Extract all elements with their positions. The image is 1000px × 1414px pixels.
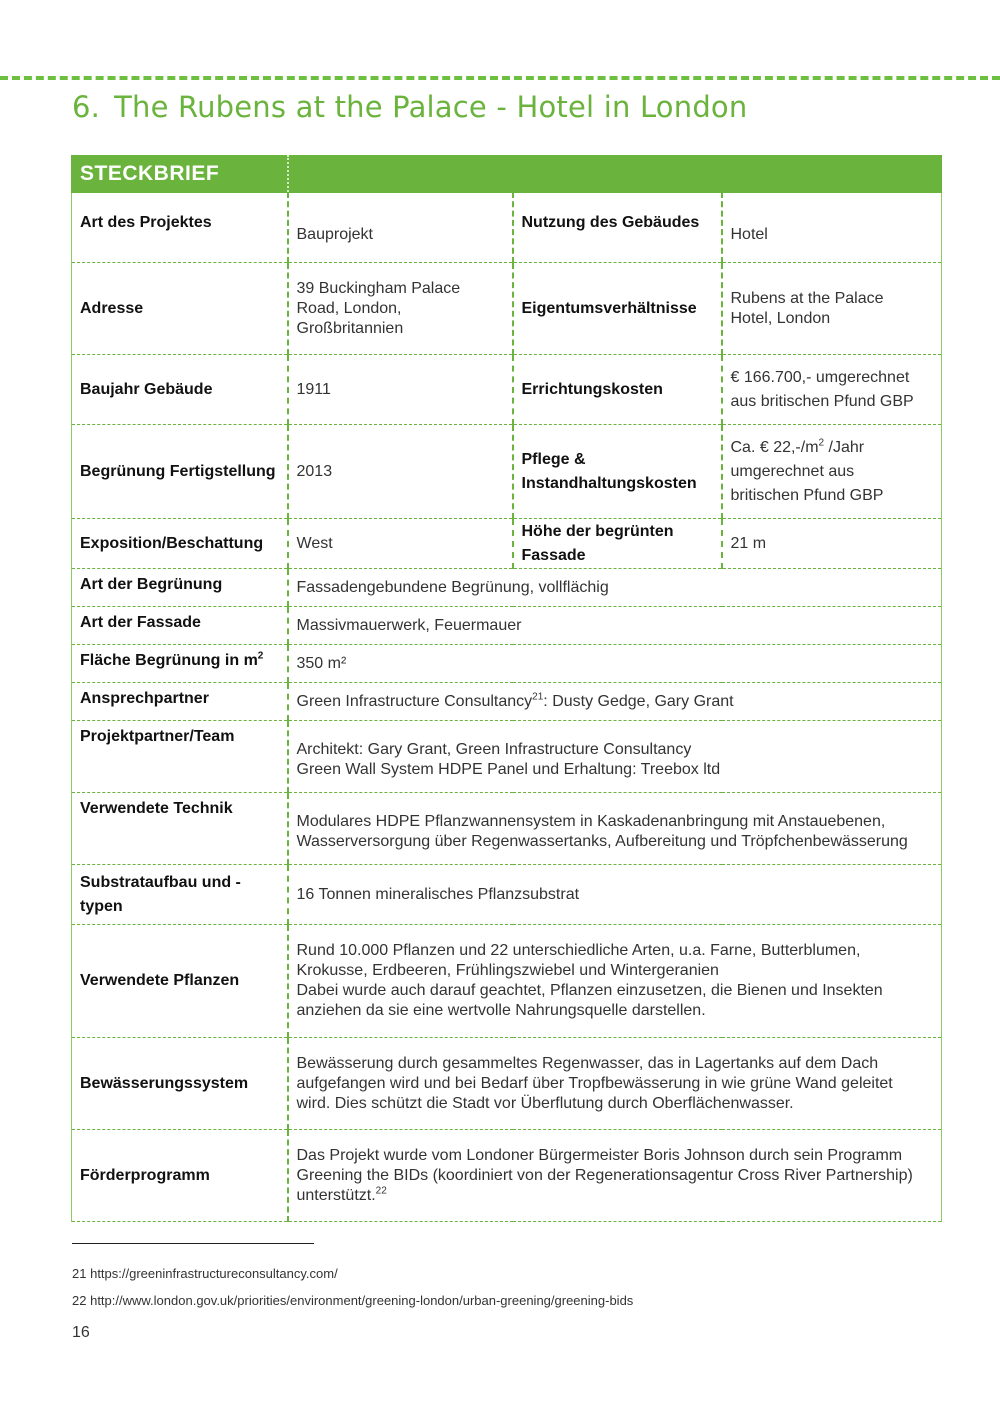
label-pflege: Pflege & Instandhaltungskosten bbox=[513, 425, 722, 519]
value-technik: Modulares HDPE Pflanzwannensystem in Kaskadenanbringung mit Anstauebenen, Wasserversorgung über Regenwassertanks, Aufbereitung und Tröpfchenbewässerung bbox=[288, 793, 942, 865]
value-art-des-projektes: Bauprojekt bbox=[288, 193, 513, 263]
table-row bbox=[72, 865, 942, 925]
value-ansprechpartner: Green Infrastructure Consultancy$^{21}$: Dusty Gedge, Gary Grant bbox=[288, 683, 942, 721]
table-row bbox=[72, 1038, 942, 1130]
label-technik: Verwendete Technik bbox=[72, 793, 288, 865]
label-nutzung: Nutzung des Gebäudes bbox=[513, 193, 722, 263]
label-bewaesserung: Bewässerungssystem bbox=[72, 1038, 288, 1130]
label-ansprechpartner: Ansprechpartner bbox=[72, 683, 288, 721]
label-art-der-fassade: Art der Fassade bbox=[72, 607, 288, 645]
table-row bbox=[72, 645, 942, 683]
table-row bbox=[72, 607, 942, 645]
table-row bbox=[72, 425, 942, 519]
value-foerderprogramm: Das Projekt wurde vom Londoner Bürgermeister Boris Johnson durch sein Programm Greening the BIDs (koordiniert von der Regenerationsagentur Cross River Partnership) unterstützt.$^{22}$ bbox=[288, 1130, 942, 1222]
value-pflege: Ca. € $22,-/m^2$ /Jahr umgerechnet aus britischen Pfund GBP bbox=[722, 425, 942, 519]
label-art-der-begruenung: Art der Begrünung bbox=[72, 569, 288, 607]
value-bewaesserung: Bewässerung durch gesammeltes Regenwasser, das in Lagertanks auf dem Dach aufgefangen wird und bei Bedarf über Tropfbewässerung in wie grüne Wand geleitet wird. Dies schützt die Stadt vor Überflutung durch Oberflächenwasser. bbox=[288, 1038, 942, 1130]
label-adresse: Adresse bbox=[72, 263, 288, 355]
table-row bbox=[72, 721, 942, 793]
table-row bbox=[72, 355, 942, 425]
profile-table bbox=[71, 155, 942, 1222]
table-row bbox=[72, 519, 942, 569]
footnote-22: 22 http://www.london.gov.uk/priorities/environment/greening-london/urban-greening/greening-bids bbox=[72, 1293, 634, 1308]
table-row bbox=[72, 263, 942, 355]
value-nutzung: Hotel bbox=[722, 193, 942, 263]
label-errichtungskosten: Errichtungskosten bbox=[513, 355, 722, 425]
value-pflanzen: Rund 10.000 Pflanzen und 22 unterschiedliche Arten, u.a. Farne, Butterblumen, Krokusse, Erdbeeren, Frühlingszwiebel und Wintergeranien Dabei wurde auch darauf geachtet, Pflanzen einzusetzen, die Bienen und Insekten anziehen da sie eine wertvolle Nahrungsquelle darstellen. bbox=[288, 925, 942, 1038]
value-projektpartner: Architekt: Gary Grant, Green Infrastructure Consultancy Green Wall System HDPE Panel und Erhaltung: Treebox ltd bbox=[288, 721, 942, 793]
value-adresse: 39 Buckingham Palace Road, London, Großbritannien bbox=[288, 263, 513, 355]
value-eigentum: Rubens at the Palace Hotel, London bbox=[722, 263, 942, 355]
footnote-rule bbox=[72, 1243, 314, 1244]
page-number: 16 bbox=[72, 1324, 90, 1341]
label-exposition: Exposition/Beschattung bbox=[72, 519, 288, 569]
table-row bbox=[72, 925, 942, 1038]
section-number: 6. bbox=[72, 90, 101, 124]
label-projektpartner: Projektpartner/Team bbox=[72, 721, 288, 793]
label-pflanzen: Verwendete Pflanzen bbox=[72, 925, 288, 1038]
profile-header: STECKBRIEF bbox=[72, 156, 288, 193]
label-flaeche: Fläche Begrünung in $m^2$ bbox=[72, 645, 288, 683]
table-row bbox=[72, 193, 942, 263]
value-art-der-begruenung: Fassadengebundene Begrünung, vollflächig bbox=[288, 569, 942, 607]
label-substrat: Substrataufbau und - typen bbox=[72, 865, 288, 925]
value-flaeche: 350 m² bbox=[288, 645, 942, 683]
section-title: The Rubens at the Palace - Hotel in London bbox=[114, 90, 748, 124]
section-heading bbox=[72, 90, 747, 124]
label-foerderprogramm: Förderprogramm bbox=[72, 1130, 288, 1222]
profile-header-row bbox=[72, 156, 942, 193]
value-substrat: 16 Tonnen mineralisches Pflanzsubstrat bbox=[288, 865, 942, 925]
value-fertigstellung: 2013 bbox=[288, 425, 513, 519]
footnote-link[interactable]: https://greeninfrastructureconsultancy.com/ bbox=[90, 1266, 338, 1281]
value-hoehe: 21 m bbox=[722, 519, 942, 569]
label-hoehe: Höhe der begrünten Fassade bbox=[513, 519, 722, 569]
value-exposition: West bbox=[288, 519, 513, 569]
value-baujahr: 1911 bbox=[288, 355, 513, 425]
value-errichtungskosten: € 166.700,- umgerechnet aus britischen Pfund GBP bbox=[722, 355, 942, 425]
label-art-des-projektes: Art des Projektes bbox=[72, 193, 288, 263]
label-eigentum: Eigentumsverhältnisse bbox=[513, 263, 722, 355]
value-art-der-fassade: Massivmauerwerk, Feuermauer bbox=[288, 607, 942, 645]
footnote-21: 21 https://greeninfrastructureconsultancy.com/ bbox=[72, 1266, 338, 1281]
label-fertigstellung: Begrünung Fertigstellung bbox=[72, 425, 288, 519]
table-row bbox=[72, 569, 942, 607]
footnote-link[interactable]: http://www.london.gov.uk/priorities/environment/greening-london/urban-greening/greening-bids bbox=[90, 1293, 634, 1308]
table-row bbox=[72, 1130, 942, 1222]
top-dashed-rule bbox=[0, 76, 1000, 80]
table-row bbox=[72, 683, 942, 721]
table-row bbox=[72, 793, 942, 865]
label-baujahr: Baujahr Gebäude bbox=[72, 355, 288, 425]
